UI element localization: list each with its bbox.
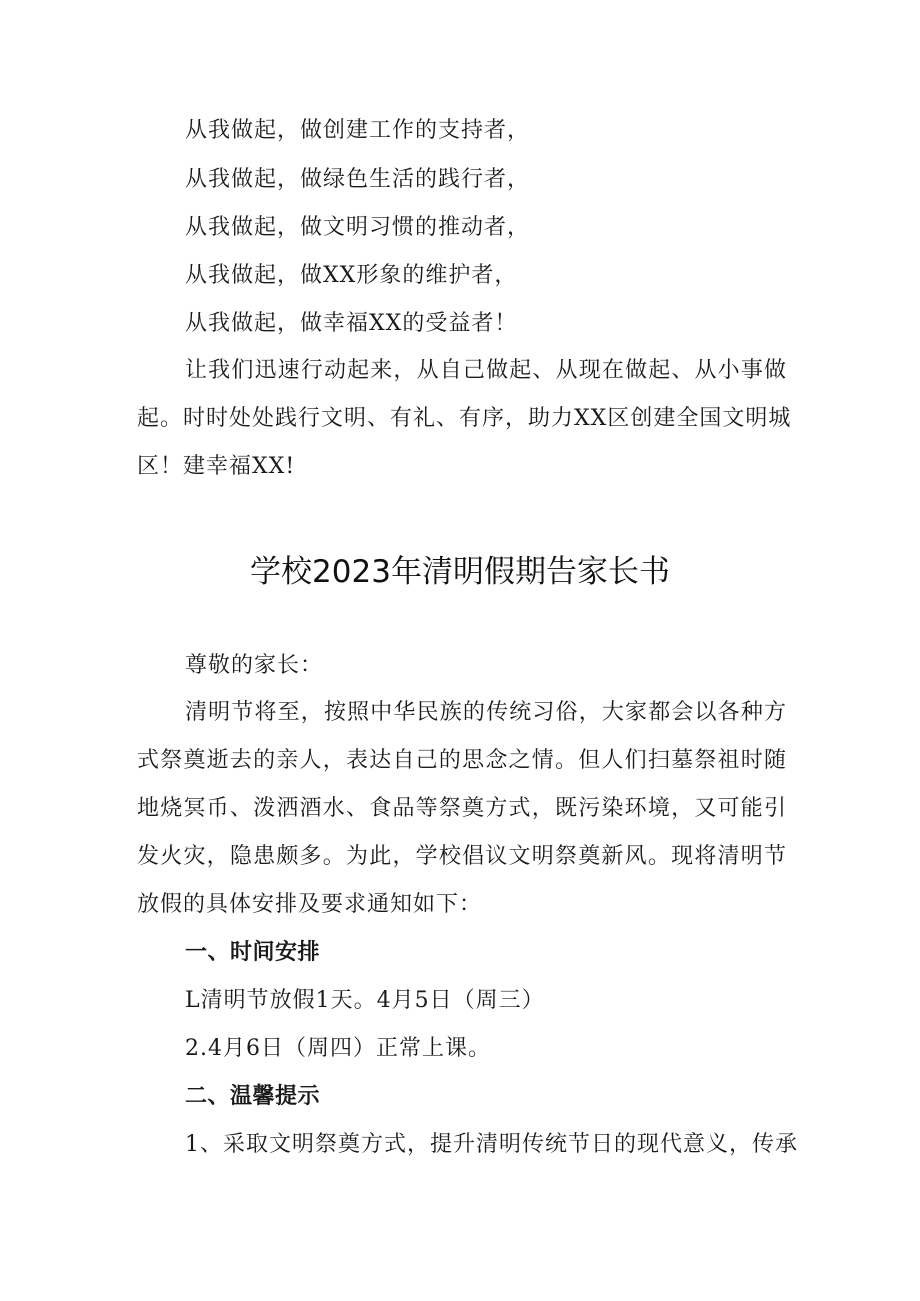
closing-paragraph-line: 区！建幸福XX! [137,454,296,479]
pledge-line: 从我做起，做文明习惯的推动者， [185,215,531,240]
salutation: 尊敬的家长： [185,653,324,678]
intro-paragraph-line: 发火灾，隐患颇多。为此，学校倡议文明祭奠新风。现将清明节 [137,844,787,869]
section-heading-schedule: 一、时间安排 [185,940,321,965]
closing-paragraph-line: 让我们迅速行动起来，从自己做起、从现在做起、从小事做 [185,358,787,383]
pledge-line: 从我做起，做创建工作的支持者， [185,118,531,143]
pledge-line: 从我做起，做幸福XX的受益者！ [185,311,518,336]
intro-paragraph-line: 地烧冥币、泼洒酒水、食品等祭奠方式，既污染环境，又可能引 [137,796,787,821]
intro-paragraph-line: 放假的具体安排及要求通知如下： [137,892,483,917]
letter-title: 学校2023年清明假期告家长书 [250,554,670,590]
closing-paragraph-line: 起。时时处处践行文明、有礼、有序，助力XX区创建全国文明城 [137,406,792,431]
section-heading-tips: 二、温馨提示 [185,1084,321,1109]
schedule-item: L清明节放假1天。4月5日（周三） [185,988,545,1013]
pledge-line: 从我做起，做绿色生活的践行者， [185,167,531,192]
pledge-line: 从我做起，做XX形象的维护者， [185,263,518,288]
schedule-item: 2.4月6日（周四）正常上课。 [185,1036,491,1061]
intro-paragraph-line: 式祭奠逝去的亲人，表达自己的思念之情。但人们扫墓祭祖时随 [137,748,787,773]
intro-paragraph-line: 清明节将至，按照中华民族的传统习俗，大家都会以各种方 [185,700,787,725]
tip-item: 1、采取文明祭奠方式，提升清明传统节日的现代意义，传承 [185,1132,798,1157]
